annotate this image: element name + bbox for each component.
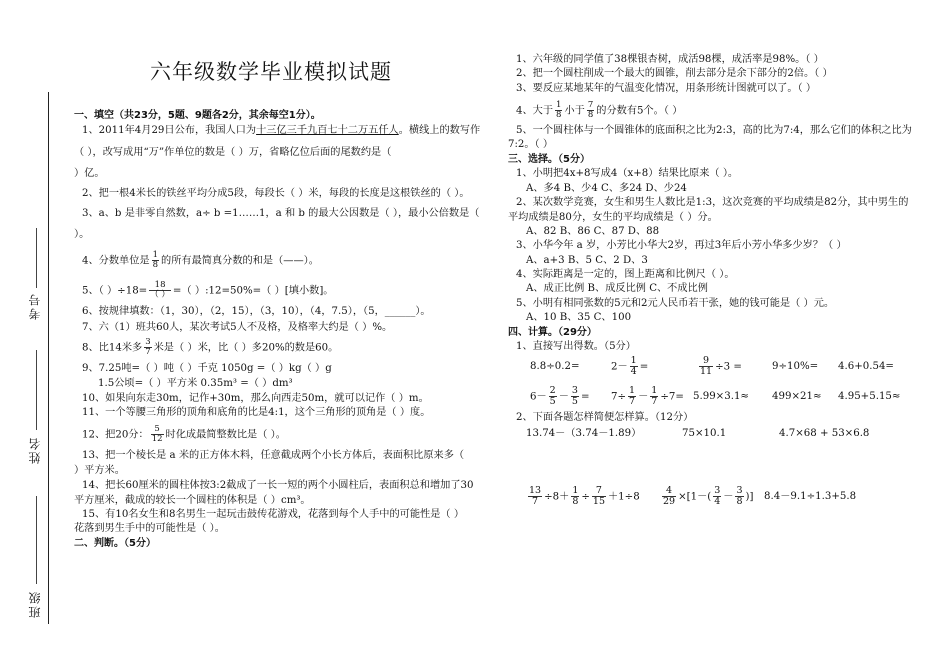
j5-line1: 5、一个圆柱体与一个圆锥体的底面积之比为2:3，高的比为7:4，那么它们的体积之比为 (516, 125, 912, 136)
e4-text2: ÷ (581, 491, 590, 503)
q8 (82, 338, 338, 357)
k1: 1、直接写出得数。（5分） (516, 341, 636, 352)
q1-text-post: 。横线上的数写作 (398, 125, 481, 136)
r2b-den1: 7 (629, 396, 636, 407)
q9-line1: 9、7.25吨=（ ）吨（ ）千克 1050g =（ ）kg（ ）g (82, 363, 332, 374)
q4-den: 8 (152, 260, 159, 270)
c1-options: A、多4 B、少4 C、多24 D、少24 (526, 183, 687, 194)
q5-text: 5、（ ）÷18= (82, 285, 148, 297)
q12-fraction (151, 425, 164, 444)
r2a-fraction2 (571, 386, 579, 407)
r1c (697, 356, 742, 377)
label-kaohao: 考号 (28, 292, 42, 320)
q12-text-post: 时化成最简整数比是（ ）。 (165, 429, 286, 441)
xingming-blank[interactable] (36, 350, 37, 430)
q12-den: 12 (151, 434, 163, 444)
e5 (660, 486, 753, 507)
e1: 13.74－（3.74－1.89） (526, 428, 642, 439)
q8-fraction (144, 338, 151, 357)
c3-options: A、a+3 B、5 C、2 D、3 (526, 255, 648, 266)
e4-num1: 13 (529, 485, 542, 496)
e4-den1: 7 (532, 496, 539, 507)
c4-options: A、成正比例 B、成反比例 C、不成比例 (526, 283, 708, 294)
r2a-num1: 2 (549, 385, 556, 396)
exam-title: 六年级数学毕业模拟试题 (150, 60, 392, 84)
r2c: 5.99×3.1≈ (693, 391, 749, 402)
e4-num3: 7 (592, 486, 606, 497)
r1d: 9÷10%= (772, 361, 819, 372)
j4-fraction2 (587, 101, 594, 120)
j4-mid: 小于 (564, 105, 585, 117)
q4-text: 4、分数单位是 (82, 255, 150, 267)
section-fill-in: 一、填空（共23分，5题、9题各2分，其余每空1分）。 (74, 110, 321, 121)
q1-line2: （ ），改写成用“万”作单位的数是（ ）万，省略亿位后面的尾数约是（ (74, 147, 392, 158)
c2-options: A、82 B、86 C、87 D、88 (526, 226, 660, 237)
r1c-text: ÷3 = (715, 361, 742, 373)
q4 (82, 251, 319, 270)
r1b-text: 2－ (611, 361, 628, 373)
r2a-mid: － (558, 391, 569, 403)
q14-line2: 平方厘米，截成的较长一个圆柱的体积是（ ）cm³。 (74, 495, 311, 506)
e4 (526, 486, 640, 507)
r2e: 4.95+5.15≈ (838, 391, 901, 402)
r2b-text: 7÷ (611, 391, 627, 403)
e5-den2: 4 (714, 496, 721, 507)
e5-num3: 3 (736, 485, 743, 496)
q5 (82, 281, 334, 300)
j2: 2、把一个圆柱削成一个最大的圆锥，削去部分是余下部分的2倍。（ ） (516, 68, 833, 79)
r1b (611, 356, 648, 377)
e5-text2: － (723, 491, 734, 503)
q5-den: （ ） (150, 290, 170, 300)
r2a (530, 386, 590, 407)
r1b-den: 4 (630, 366, 637, 377)
r2a-den1: 5 (549, 396, 556, 407)
r2a-num2: 3 (571, 385, 578, 396)
r1b-eq: = (639, 361, 649, 373)
label-xingming: 姓名 (28, 436, 42, 464)
e5-num1: 4 (662, 486, 676, 497)
r1b-fraction (630, 356, 638, 377)
q8-den: 7 (145, 347, 151, 357)
j5-line2: 7:2。（ ） (508, 139, 554, 150)
r2b-fraction1 (628, 386, 636, 407)
r1c-num: 9 (699, 356, 713, 367)
e4-fraction3 (592, 486, 606, 507)
e5-fraction1 (662, 486, 676, 507)
q7: 7、六（1）班共60人，某次考试5人不及格，及格率大约是（ ）%。 (82, 322, 393, 333)
q15-line2: 花落到男生手中的可能性是（ ）。 (74, 523, 225, 534)
r1c-den: 11 (700, 366, 713, 377)
e4-text1: ÷8＋ (544, 491, 570, 503)
q15-line1: 15、有10名女生和8名男生一起玩击鼓传花游戏，花落到每个人手中的可能性是（ ） (82, 509, 465, 520)
e4-num2: 1 (572, 485, 579, 496)
q12 (82, 425, 286, 444)
k2: 2、下面各题怎样简便怎样算。（12分） (516, 412, 694, 423)
c3: 3、小华今年 a 岁，小芳比小华大2岁，再过3年后小芳小华多少岁？（ ） (516, 240, 847, 251)
q13-line2: ）平方米。 (74, 465, 125, 476)
r1a: 8.8÷0.2= (530, 361, 580, 372)
r1b-num: 1 (630, 355, 637, 366)
r2b-mid: － (638, 391, 649, 403)
r2a-fraction1 (549, 386, 557, 407)
e4-fraction1 (528, 486, 542, 507)
e3: 4.7×68 + 53×6.8 (779, 428, 870, 439)
c2-line2: 平均成绩是80分，女生的平均成绩是（ ）分。 (508, 212, 718, 223)
kaohao-blank[interactable] (36, 228, 37, 288)
banji-blank[interactable] (36, 496, 37, 584)
e5-den1: 29 (663, 496, 676, 507)
q1-underlined: 十三亿三千九百七十二万五仟人 (256, 125, 399, 136)
section-judge: 二、判断。（5分） (74, 538, 156, 549)
q9-line2: 1.5公顷=（ ）平方米 0.35m³ =（ ）dm³ (98, 378, 293, 389)
j1: 1、六年级的同学值了38棵银杏树，成活98棵，成活率是98%。（ ） (516, 54, 824, 65)
j4-fraction1 (555, 101, 562, 120)
q4-num: 1 (152, 250, 159, 260)
e5-num2: 3 (714, 485, 721, 496)
q5-num: 18 (149, 281, 171, 291)
r2b (611, 386, 684, 407)
q4-fraction (152, 251, 159, 270)
q8-text-post: 米是（ ）米，比（ ）多20%的数是60。 (153, 342, 339, 354)
section-choice: 三、选择。（5分） (508, 154, 590, 165)
q11: 11、一个等腰三角形的顶角和底角的比是4:1，这个三角形的顶角是（ ）度。 (82, 407, 431, 418)
j4-den1: 8 (556, 110, 562, 120)
e4-den2: 8 (572, 496, 579, 507)
r2d: 499×21≈ (772, 391, 822, 402)
q3-line2: ）。 (74, 229, 90, 240)
q10: 10、如果向东走30m，记作+30m，那么向西走50m，就可以记作（ ）m。 (82, 393, 429, 404)
q2: 2、把一根4米长的铁丝平均分成5段，每段长（ ）米，每段的长度是这根铁丝的（ ）。 (82, 188, 470, 199)
r2b-num2: 1 (651, 385, 658, 396)
c5-options: A、10 B、35 C、100 (526, 312, 632, 323)
r2b-eq: ÷7= (660, 391, 684, 403)
r2b-fraction2 (650, 386, 658, 407)
e5-fraction2 (713, 486, 721, 507)
r1c-fraction (699, 356, 713, 377)
r2a-den2: 5 (571, 396, 578, 407)
c5: 5、小明有相同张数的5元和2元人民币若干张，她的钱可能是（ ）元。 (516, 298, 835, 309)
j4-num1: 1 (556, 100, 562, 110)
q3-line1: 3、a、b 是非零自然数，a÷ b =1……1，a 和 b 的最大公因数是（ ），最小公倍数是（ (82, 208, 480, 219)
q12-num: 5 (151, 425, 164, 435)
r2a-eq: = (580, 391, 590, 403)
j3: 3、要反应某地某年的气温变化情况，用条形统计图就可以了。（ ） (516, 83, 817, 94)
q12-text: 12、把20分： (82, 429, 149, 441)
q5-fraction (149, 281, 171, 300)
c4: 4、实际距离是一定的，图上距离和比例尺（ ）。 (516, 269, 735, 280)
e5-den3: 8 (736, 496, 743, 507)
r2b-num1: 1 (629, 385, 636, 396)
j4 (516, 101, 682, 120)
c1: 1、小明把4x+8写成4（x+8）结果比原来（ ）。 (516, 168, 739, 179)
e5-fraction3 (735, 486, 743, 507)
binding-line (48, 92, 49, 624)
q1-line3: ）亿。 (74, 168, 105, 179)
j4-text: 4、大于 (516, 105, 554, 117)
j4-text-post: 的分数有5个。（ ） (596, 105, 683, 117)
q13-line1: 13、把一个棱长是 a 米的正方体木料，任意截成两个小长方体后，表面积比原来多（ (82, 450, 465, 461)
section-calc: 四、计算。（29分） (508, 327, 597, 338)
e6: 8.4－9.1÷1.3+5.8 (764, 491, 857, 502)
r1e: 4.6+0.54= (838, 361, 894, 372)
j4-num2: 7 (587, 100, 594, 110)
c2-line1: 2、某次数学竞赛，女生和男生人数比是1:3，这次竞赛的平均成绩是82分，其中男生的 (516, 197, 909, 208)
q1-line1 (82, 124, 480, 137)
q8-text: 8、比14米多 (82, 342, 143, 354)
q8-num: 3 (145, 337, 151, 347)
e5-text1: ×[1－( (678, 491, 712, 503)
e4-fraction2 (571, 486, 579, 507)
e4-den3: 15 (592, 496, 605, 507)
e4-text3: ＋1÷8 (608, 491, 640, 503)
q5-text-post: =（ ）:12=50%=（ ）[填小数]。 (172, 285, 334, 297)
e2: 75×10.1 (682, 428, 727, 439)
e5-text3: )] (745, 491, 754, 503)
q1-text: 1、2011年4月29日公布，我国人口为 (82, 125, 257, 136)
j4-den2: 8 (587, 110, 594, 120)
label-banji: 班级 (28, 590, 42, 618)
q4-text-post: 的所有最简真分数的和是（——）。 (161, 255, 319, 267)
q14-line1: 14、把长60厘米的圆柱体按3:2截成了一长一短的两个小圆柱后，表面积总和增加了30 (82, 480, 474, 491)
r2b-den2: 7 (651, 396, 658, 407)
q6: 6、按规律填数：（1，30），（2，15），（3，10），（4，7.5），（5，______）。 (82, 306, 431, 317)
r2a-text: 6－ (530, 391, 547, 403)
